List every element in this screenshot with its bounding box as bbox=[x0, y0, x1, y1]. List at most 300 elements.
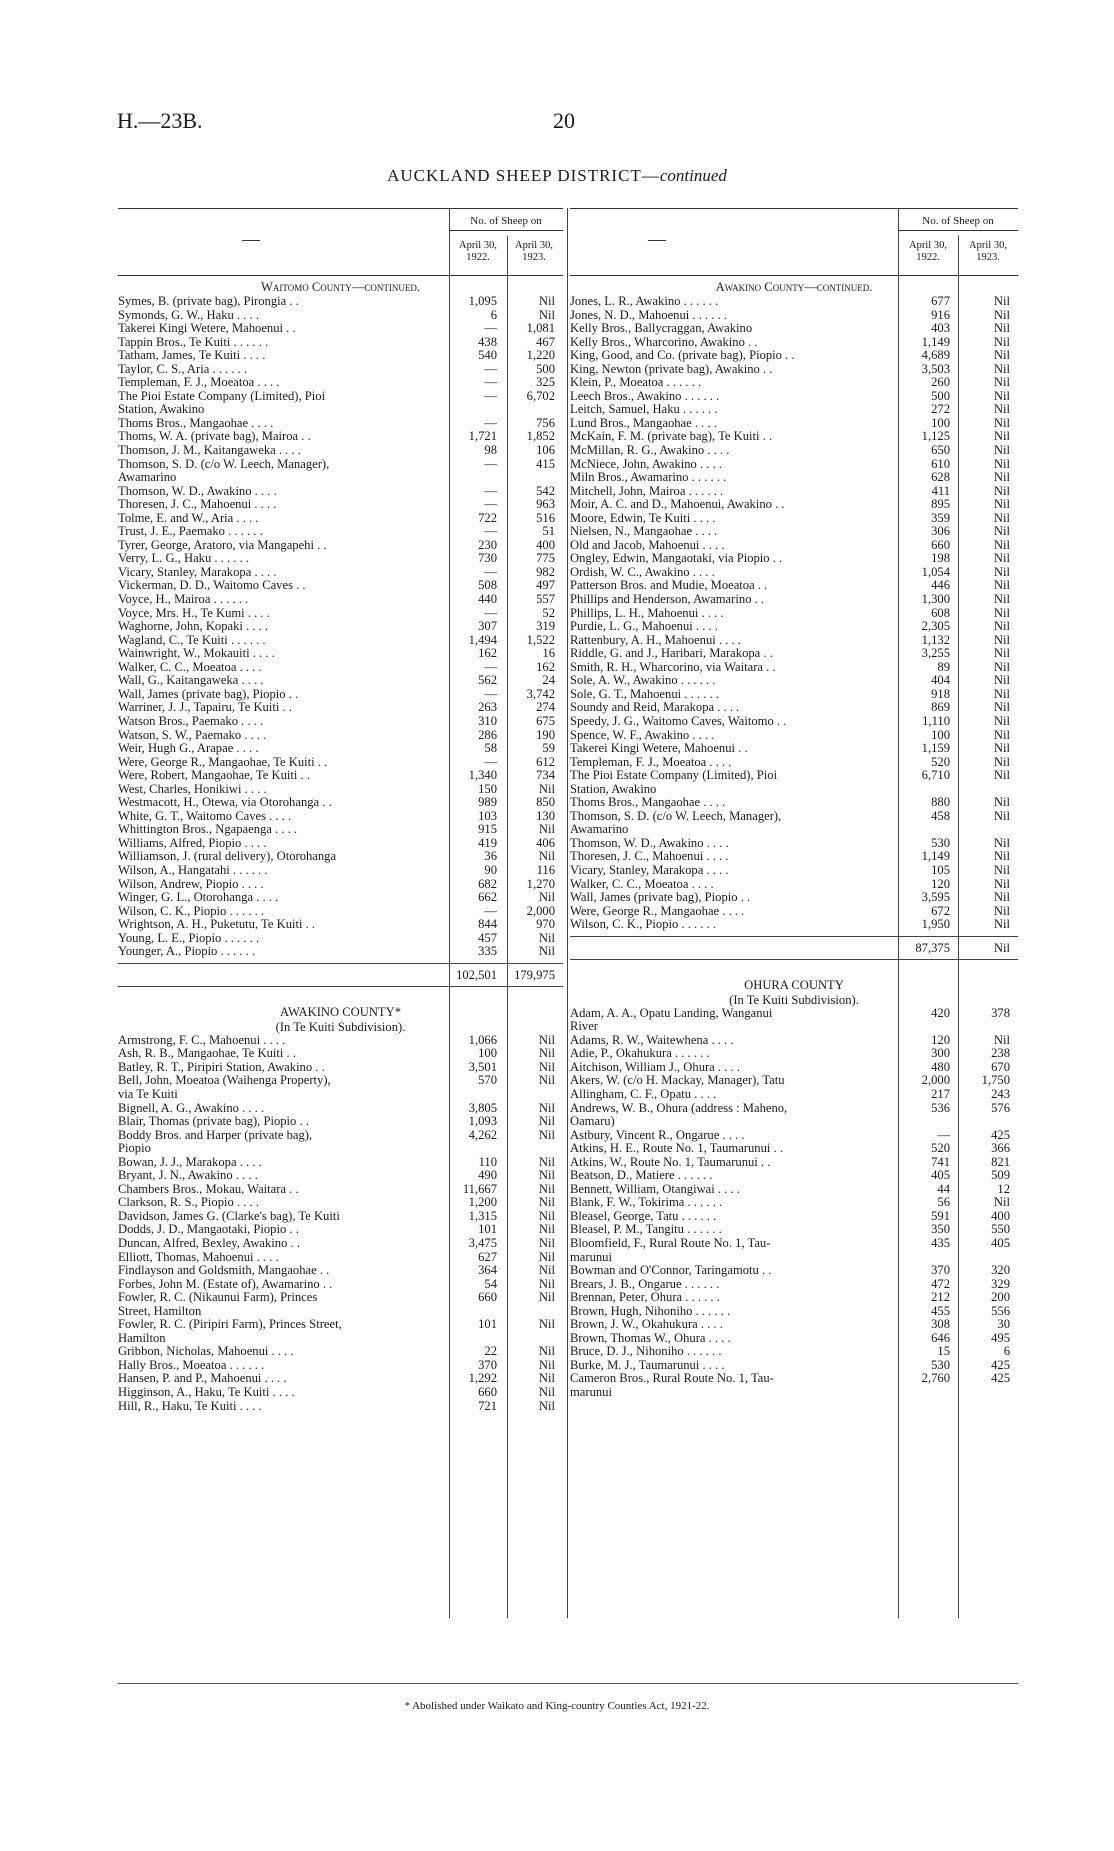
owner-name: Ongley, Edwin, Mangaotaki, via Piopio . . bbox=[570, 552, 783, 566]
table-row bbox=[118, 932, 563, 946]
sheep-1922: 1,093 bbox=[468, 1114, 497, 1129]
owner-name: Weir, Hugh G., Arapae . . . . bbox=[118, 742, 259, 756]
owner-name: Fowler, R. C. (Nikaunui Farm), Princes bbox=[118, 1291, 318, 1305]
sheep-1923: 116 bbox=[536, 862, 555, 877]
owner-name: Leitch, Samuel, Haku . . . . . . bbox=[570, 403, 718, 417]
owner-name: Blair, Thomas (private bag), Piopio . . bbox=[118, 1115, 309, 1129]
sheep-1923: Nil bbox=[993, 388, 1010, 403]
sheep-1923: 576 bbox=[991, 1100, 1010, 1115]
left-column bbox=[118, 208, 563, 1413]
section-heading: Awakino County—continued. bbox=[715, 280, 873, 294]
sheep-1923: 6,702 bbox=[526, 388, 555, 403]
owner-name: Purdie, L. G., Mahoenui . . . . bbox=[570, 620, 718, 634]
table-row bbox=[570, 634, 1018, 648]
table-row bbox=[570, 1156, 1018, 1170]
total-row bbox=[118, 963, 563, 987]
owner-name: Williamson, J. (rural delivery), Otorohanga bbox=[118, 850, 337, 864]
sheep-1923: Nil bbox=[538, 1398, 555, 1413]
sheep-1922: 212 bbox=[931, 1290, 950, 1305]
table-row bbox=[570, 837, 1018, 851]
table-row bbox=[118, 756, 563, 770]
table-row bbox=[570, 417, 1018, 431]
sheep-1922: — bbox=[484, 686, 497, 701]
sheep-1923: 542 bbox=[536, 483, 555, 498]
owner-name: The Pioi Estate Company (Limited), Pioi bbox=[118, 389, 326, 403]
sheep-1923: Nil bbox=[993, 673, 1010, 688]
sheep-1922: 3,595 bbox=[921, 890, 950, 905]
owner-name: Bennett, William, Otangiwai . . . . bbox=[570, 1182, 740, 1196]
sheep-1922: 403 bbox=[931, 321, 950, 336]
sheep-1922: — bbox=[484, 388, 497, 403]
sheep-1923 bbox=[958, 1386, 1018, 1400]
sheep-1923: 106 bbox=[536, 443, 555, 458]
sheep-1923: Nil bbox=[993, 632, 1010, 647]
owner-name: Voyce, H., Mairoa . . . . . . bbox=[118, 593, 249, 607]
owner-name: Dodds, J. D., Mangaotaki, Piopio . . bbox=[118, 1223, 299, 1237]
sheep-1922: 98 bbox=[484, 443, 497, 458]
owner-name: Awamarino bbox=[118, 471, 177, 485]
table-row bbox=[570, 742, 1018, 756]
sheep-1923: 467 bbox=[536, 334, 555, 349]
owner-name: Speedy, J. G., Waitomo Caves, Waitomo . . bbox=[570, 714, 787, 728]
owner-name: Bowman and O'Connor, Taringamotu . . bbox=[570, 1264, 772, 1278]
sheep-1922: 15 bbox=[937, 1344, 950, 1359]
table-row bbox=[118, 1129, 563, 1143]
table-row bbox=[118, 1169, 563, 1183]
table-row bbox=[570, 1386, 1018, 1400]
table-row bbox=[570, 1278, 1018, 1292]
table-row bbox=[118, 905, 563, 919]
sheep-1923: Nil bbox=[993, 727, 1010, 742]
owner-name: Cameron Bros., Rural Route No. 1, Tau- bbox=[570, 1372, 774, 1386]
sheep-1922: 420 bbox=[931, 1005, 950, 1020]
sheep-1922: 3,503 bbox=[921, 361, 950, 376]
table-row bbox=[570, 390, 1018, 404]
sheep-1922: 22 bbox=[484, 1344, 497, 1359]
owner-name: Gribbon, Nicholas, Mahoenui . . . . bbox=[118, 1345, 294, 1359]
sheep-1922: 1,494 bbox=[468, 632, 497, 647]
owner-name: Moir, A. C. and D., Mahoenui, Awakino . . bbox=[570, 498, 785, 512]
table-row bbox=[118, 1183, 563, 1197]
table-row bbox=[570, 607, 1018, 621]
sheep-1922: — bbox=[484, 375, 497, 390]
owner-name: Templeman, F. J., Moeatoa . . . . bbox=[570, 755, 732, 769]
sheep-1922: 480 bbox=[931, 1059, 950, 1074]
table-row bbox=[118, 336, 563, 350]
table-row bbox=[118, 796, 563, 810]
sheep-1922: 411 bbox=[931, 483, 950, 498]
owner-name: Vickerman, D. D., Waitomo Caves . . bbox=[118, 579, 306, 593]
owner-name: Tatham, James, Te Kuiti . . . . bbox=[118, 349, 266, 363]
owner-name: Thoms Bros., Mangaohae . . . . bbox=[118, 416, 274, 430]
table-row bbox=[570, 512, 1018, 526]
table-row bbox=[118, 1251, 563, 1265]
owner-name: Phillips, L. H., Mahoenui . . . . bbox=[570, 606, 724, 620]
sheep-1923: 670 bbox=[991, 1059, 1010, 1074]
owner-name: Wilson, C. K., Piopio . . . . . . bbox=[570, 918, 717, 932]
table-row bbox=[570, 525, 1018, 539]
sheep-1922: 6,710 bbox=[921, 768, 950, 783]
sheep-1922: 455 bbox=[931, 1303, 950, 1318]
table-row bbox=[118, 1088, 563, 1102]
sheep-1923: Nil bbox=[993, 510, 1010, 525]
owner-name: Were, Robert, Mangaohae, Te Kuiti . . bbox=[118, 769, 310, 783]
sheep-1922: 741 bbox=[931, 1154, 950, 1169]
sheep-1923: 1,852 bbox=[526, 429, 555, 444]
sheep-1923: 612 bbox=[536, 754, 555, 769]
owner-name: Klein, P., Moeatoa . . . . . . bbox=[570, 376, 702, 390]
sheep-1923: Nil bbox=[538, 1181, 555, 1196]
sheep-1922 bbox=[898, 783, 958, 797]
sheep-1922: 530 bbox=[931, 1357, 950, 1372]
owner-name: Street, Hamilton bbox=[118, 1304, 202, 1318]
sheep-1922: 370 bbox=[478, 1357, 497, 1372]
sheep-1923: 497 bbox=[536, 578, 555, 593]
sheep-1922: 101 bbox=[478, 1317, 497, 1332]
sheep-1922: 198 bbox=[931, 551, 950, 566]
sheep-1923: Nil bbox=[993, 605, 1010, 620]
table-row bbox=[118, 593, 563, 607]
owner-name: Beatson, D., Matiere . . . . . . bbox=[570, 1169, 713, 1183]
sheep-1923: 16 bbox=[542, 646, 555, 661]
sheep-1923: Nil bbox=[993, 890, 1010, 905]
sheep-1922: 1,315 bbox=[468, 1208, 497, 1223]
owner-name: Voyce, Mrs. H., Te Kumi . . . . bbox=[118, 606, 270, 620]
sheep-1923: Nil bbox=[993, 578, 1010, 593]
owner-name: Symonds, G. W., Haku . . . . bbox=[118, 308, 259, 322]
sheep-1923: Nil bbox=[993, 415, 1010, 430]
sheep-1923: 982 bbox=[536, 564, 555, 579]
sheep-1923: Nil bbox=[538, 930, 555, 945]
sheep-1923: 1,220 bbox=[526, 348, 555, 363]
table-row bbox=[118, 620, 563, 634]
owner-name: Ordish, W. C., Awakino . . . . bbox=[570, 565, 715, 579]
table-row bbox=[570, 783, 1018, 797]
owner-name: Wilson, A., Hangatahi . . . . . . bbox=[118, 863, 268, 877]
sheep-1922: 2,305 bbox=[921, 619, 950, 634]
sheep-1923: Nil bbox=[993, 903, 1010, 918]
sheep-1922: 490 bbox=[478, 1168, 497, 1183]
sheep-1923: 509 bbox=[991, 1168, 1010, 1183]
sheep-1922: 100 bbox=[478, 1046, 497, 1061]
table-row bbox=[118, 823, 563, 837]
owner-name: McNiece, John, Awakino . . . . bbox=[570, 457, 723, 471]
table-row bbox=[118, 661, 563, 675]
sheep-1922: 150 bbox=[478, 781, 497, 796]
sheep-1922 bbox=[449, 403, 505, 417]
sheep-1923: 557 bbox=[536, 592, 555, 607]
sheep-1922: 404 bbox=[931, 673, 950, 688]
table-row bbox=[118, 1237, 563, 1251]
sheep-1923: Nil bbox=[538, 1114, 555, 1129]
table-row bbox=[118, 322, 563, 336]
table-row bbox=[570, 295, 1018, 309]
owner-name: Hamilton bbox=[118, 1331, 166, 1345]
owner-name: Were, George R., Mangaohae . . . . bbox=[570, 904, 745, 918]
owner-name: Sole, A. W., Awakino . . . . . . bbox=[570, 674, 716, 688]
right-table-body bbox=[570, 280, 1018, 1400]
table-row bbox=[570, 458, 1018, 472]
sheep-1923: Nil bbox=[993, 592, 1010, 607]
table-row bbox=[570, 1210, 1018, 1224]
sheep-1923 bbox=[958, 1115, 1018, 1129]
sheep-1922 bbox=[449, 1142, 505, 1156]
owner-name: Wagland, C., Te Kuiti . . . . . . bbox=[118, 633, 266, 647]
sheep-1923: 51 bbox=[542, 524, 555, 539]
sheep-1922: 230 bbox=[478, 537, 497, 552]
table-row bbox=[118, 417, 563, 431]
sheep-1922: 1,340 bbox=[468, 768, 497, 783]
table-row bbox=[118, 1061, 563, 1075]
name-col-dash: — bbox=[242, 229, 260, 249]
sheep-1923: Nil bbox=[538, 307, 555, 322]
year-1922-label: April 30, 1922. bbox=[909, 240, 947, 263]
table-row bbox=[570, 430, 1018, 444]
sheep-1922: 570 bbox=[478, 1073, 497, 1088]
sheep-1923: Nil bbox=[993, 537, 1010, 552]
sheep-1922 bbox=[898, 1020, 958, 1034]
owner-name: Brown, Thomas W., Ohura . . . . bbox=[570, 1331, 731, 1345]
table-row bbox=[570, 579, 1018, 593]
sheep-1922: 660 bbox=[931, 537, 950, 552]
sheep-1922: 646 bbox=[931, 1330, 950, 1345]
owner-name: Thomson, W. D., Awakino . . . . bbox=[118, 484, 277, 498]
sheep-1922: 1,125 bbox=[921, 429, 950, 444]
sheep-1922: 540 bbox=[478, 348, 497, 363]
sheep-1923: 1,081 bbox=[526, 321, 555, 336]
table-row bbox=[570, 688, 1018, 702]
page-title bbox=[0, 166, 1114, 186]
owner-name: Smith, R. H., Wharcorino, via Waitara . . bbox=[570, 660, 776, 674]
table-row bbox=[570, 336, 1018, 350]
sheep-1923: Nil bbox=[993, 321, 1010, 336]
owner-name: Station, Awakino bbox=[570, 782, 657, 796]
table-row bbox=[570, 1129, 1018, 1143]
table-row bbox=[570, 620, 1018, 634]
owner-name: Tolme, E. and W., Aria . . . . bbox=[118, 511, 259, 525]
owner-name: Adams, R. W., Waitewhena . . . . bbox=[570, 1033, 734, 1047]
sheep-1922: 3,501 bbox=[468, 1059, 497, 1074]
owner-name: Thoresen, J. C., Mahoenui . . . . bbox=[570, 850, 729, 864]
sheep-1923 bbox=[958, 783, 1018, 797]
owner-name: Bleasel, P. M., Tangitu . . . . . . bbox=[570, 1223, 722, 1237]
right-column-header bbox=[570, 208, 1018, 276]
table-row bbox=[118, 1291, 563, 1305]
table-row bbox=[570, 1359, 1018, 1373]
owner-name: Williams, Alfred, Piopio . . . . bbox=[118, 836, 267, 850]
owner-name: River bbox=[570, 1020, 598, 1034]
owner-name: Leech Bros., Awakino . . . . . . bbox=[570, 389, 720, 403]
table-row bbox=[570, 1061, 1018, 1075]
owner-name: Kelly Bros., Wharcorino, Awakino . . bbox=[570, 335, 758, 349]
section-gap bbox=[118, 987, 563, 1001]
sheep-1922: — bbox=[484, 903, 497, 918]
sheep-1923: Nil bbox=[538, 1195, 555, 1210]
sheep-1923: Nil bbox=[538, 1168, 555, 1183]
table-row bbox=[118, 363, 563, 377]
owner-name: Thomson, S. D. (c/o W. Leech, Manager), bbox=[570, 809, 782, 823]
sheep-1923: 425 bbox=[991, 1357, 1010, 1372]
owner-name: Findlayson and Goldsmith, Mangaohae . . bbox=[118, 1264, 330, 1278]
table-row bbox=[570, 539, 1018, 553]
table-row bbox=[570, 444, 1018, 458]
sheep-1923: Nil bbox=[993, 700, 1010, 715]
sheep-1922: 880 bbox=[931, 795, 950, 810]
sheep-1923: Nil bbox=[993, 483, 1010, 498]
sheep-1923: Nil bbox=[993, 551, 1010, 566]
sheep-1923: Nil bbox=[538, 1263, 555, 1278]
table-row bbox=[118, 525, 563, 539]
sheep-1922: 110 bbox=[478, 1154, 497, 1169]
owner-name: Wainwright, W., Mokauiti . . . . bbox=[118, 647, 275, 661]
sheep-1923: 200 bbox=[991, 1290, 1010, 1305]
sheep-1922: 610 bbox=[931, 456, 950, 471]
sheep-1922: 359 bbox=[931, 510, 950, 525]
sheep-1922: 721 bbox=[478, 1398, 497, 1413]
sheep-1923: 556 bbox=[991, 1303, 1010, 1318]
sheep-1922: 1,950 bbox=[921, 917, 950, 932]
year-1923-label: April 30, 1923. bbox=[515, 240, 553, 263]
table-row bbox=[118, 1386, 563, 1400]
owner-name: Armstrong, F. C., Mahoenui . . . . bbox=[118, 1033, 286, 1047]
sheep-1923: Nil bbox=[538, 1154, 555, 1169]
owner-name: Astbury, Vincent R., Ongarue . . . . bbox=[570, 1128, 745, 1142]
owner-name: Tappin Bros., Te Kuiti . . . . . . bbox=[118, 335, 269, 349]
sheep-1923: Nil bbox=[993, 348, 1010, 363]
owner-name: Thoms Bros., Mangaohae . . . . bbox=[570, 796, 726, 810]
sheep-1922: 58 bbox=[484, 741, 497, 756]
table-row bbox=[118, 742, 563, 756]
table-row bbox=[118, 1115, 563, 1129]
sheep-count-label: No. of Sheep on bbox=[449, 215, 563, 231]
table-row bbox=[570, 1345, 1018, 1359]
table-row bbox=[570, 1020, 1018, 1034]
owner-name: marunui bbox=[570, 1250, 612, 1264]
sheep-1922: 335 bbox=[478, 944, 497, 959]
owner-name: Sole, G. T., Mahoenui . . . . . . bbox=[570, 687, 719, 701]
sheep-1923: Nil bbox=[993, 1195, 1010, 1210]
owner-name: Forbes, John M. (Estate of), Awamarino . . bbox=[118, 1277, 333, 1291]
sheep-1923: Nil bbox=[538, 294, 555, 308]
sheep-1923: 963 bbox=[536, 497, 555, 512]
sheep-1922: 1,149 bbox=[921, 334, 950, 349]
left-table-body bbox=[118, 280, 563, 1413]
total-1923: 179,975 bbox=[514, 967, 555, 982]
sheep-1922 bbox=[449, 1332, 505, 1346]
document-id: H.—23B. bbox=[117, 108, 203, 133]
sheep-1923: 850 bbox=[536, 795, 555, 810]
table-row bbox=[570, 905, 1018, 919]
sheep-1922: 844 bbox=[478, 917, 497, 932]
sheep-1922 bbox=[449, 471, 505, 485]
sheep-1923: Nil bbox=[993, 754, 1010, 769]
owner-name: Batley, R. T., Piripiri Station, Awakino . . bbox=[118, 1060, 325, 1074]
sheep-1922 bbox=[898, 1251, 958, 1265]
sheep-1922: — bbox=[484, 605, 497, 620]
total-label bbox=[118, 964, 449, 986]
table-row bbox=[118, 864, 563, 878]
sheep-1923: 366 bbox=[991, 1141, 1010, 1156]
sheep-1923: 1,522 bbox=[526, 632, 555, 647]
total-label bbox=[570, 937, 898, 959]
sheep-1922: 440 bbox=[478, 592, 497, 607]
owner-name: marunui bbox=[570, 1386, 612, 1400]
table-row bbox=[118, 471, 563, 485]
table-row bbox=[118, 430, 563, 444]
sheep-1922: 36 bbox=[484, 849, 497, 864]
owner-name: Young, L. E., Piopio . . . . . . bbox=[118, 931, 260, 945]
sheep-1923: Nil bbox=[993, 659, 1010, 674]
sheep-1922: 677 bbox=[931, 294, 950, 308]
table-row bbox=[570, 1291, 1018, 1305]
sheep-1922: 11,667 bbox=[462, 1181, 497, 1196]
sheep-1922: 660 bbox=[478, 1385, 497, 1400]
table-row bbox=[118, 769, 563, 783]
table-row bbox=[118, 444, 563, 458]
sheep-1922: 650 bbox=[931, 443, 950, 458]
table-row bbox=[118, 701, 563, 715]
owner-name: Takerei Kingi Wetere, Mahoenui . . bbox=[570, 742, 748, 756]
table-row bbox=[118, 485, 563, 499]
owner-name: Wall, G., Kaitangaweka . . . . bbox=[118, 674, 264, 688]
owner-name: Akers, W. (c/o H. Mackay, Manager), Tatu bbox=[570, 1074, 785, 1088]
sheep-1923: Nil bbox=[993, 835, 1010, 850]
sheep-1923: Nil bbox=[538, 1317, 555, 1332]
owner-name: Chambers Bros., Mokau, Waitara . . bbox=[118, 1182, 299, 1196]
table-row bbox=[570, 1007, 1018, 1021]
section-subheading: (In Te Kuiti Subdivision). bbox=[729, 992, 859, 1007]
sheep-1923: 162 bbox=[536, 659, 555, 674]
sheep-1923 bbox=[505, 1305, 563, 1319]
sheep-1922: 446 bbox=[931, 578, 950, 593]
sheep-1923: Nil bbox=[538, 1059, 555, 1074]
table-row bbox=[118, 295, 563, 309]
table-row bbox=[118, 498, 563, 512]
sheep-1923: Nil bbox=[993, 849, 1010, 864]
sheep-1922: — bbox=[484, 361, 497, 376]
sheep-1923: 274 bbox=[536, 700, 555, 715]
table-row bbox=[118, 1102, 563, 1116]
owner-name: Thomson, S. D. (c/o W. Leech, Manager), bbox=[118, 457, 330, 471]
owner-name: Hally Bros., Moeatoa . . . . . . bbox=[118, 1358, 265, 1372]
sheep-1922: 3,475 bbox=[468, 1236, 497, 1250]
table-row bbox=[570, 674, 1018, 688]
sheep-1923: 190 bbox=[536, 727, 555, 742]
right-column bbox=[570, 208, 1018, 1400]
sheep-1923: 52 bbox=[542, 605, 555, 620]
sheep-1923: 516 bbox=[536, 510, 555, 525]
table-row bbox=[570, 701, 1018, 715]
sheep-1922: 895 bbox=[931, 497, 950, 512]
owner-name: Vicary, Stanley, Marakopa . . . . bbox=[118, 565, 277, 579]
sheep-1922: 419 bbox=[478, 835, 497, 850]
owner-name: Mitchell, John, Mairoa . . . . . . bbox=[570, 484, 724, 498]
sheep-1922 bbox=[898, 823, 958, 837]
table-row bbox=[118, 1264, 563, 1278]
table-row bbox=[570, 552, 1018, 566]
owner-name: Rattenbury, A. H., Mahoenui . . . . bbox=[570, 633, 741, 647]
owner-name: Taylor, C. S., Aria . . . . . . bbox=[118, 362, 248, 376]
sheep-1923: Nil bbox=[993, 470, 1010, 485]
table-row bbox=[118, 810, 563, 824]
table-row bbox=[118, 349, 563, 363]
owner-name: Duncan, Alfred, Bexley, Awakino . . bbox=[118, 1237, 300, 1250]
owner-name: Takerei Kingi Wetere, Mahoenui . . bbox=[118, 322, 296, 336]
sheep-1922: 1,300 bbox=[921, 592, 950, 607]
sheep-1923: Nil bbox=[538, 1371, 555, 1386]
sheep-1922: — bbox=[484, 321, 497, 336]
owner-name: Boddy Bros. and Harper (private bag), bbox=[118, 1128, 313, 1142]
